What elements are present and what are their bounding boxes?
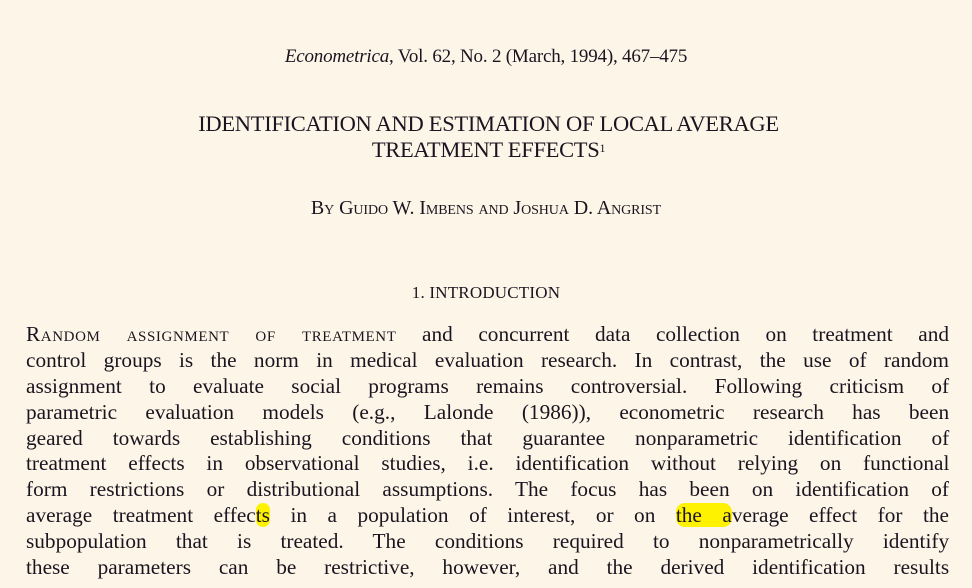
section-heading: 1. INTRODUCTION [411, 283, 561, 302]
text-line: subpopulation that is treated. The conditions required to nonparametrically identify [26, 529, 950, 554]
text-line: assignment to evaluate social programs remains controversial. Following criticism of [26, 373, 950, 398]
title-line-2: TREATMENT EFFECTS$^1$ [371, 137, 606, 162]
journal-name: Econometrica [284, 46, 390, 67]
text-line: Random assignment of treatment and concurrent data collection on treatment and [26, 322, 950, 346]
text-line: parametric evaluation models (e.g., Lalonde (1986)), econometric research has been [26, 399, 950, 424]
title-line-1: IDENTIFICATION AND ESTIMATION OF LOCAL AVERAGE [198, 111, 779, 136]
text-line-highlighted: average treatment effects in a population of interest, or on the average effect for the [26, 503, 949, 528]
text-line: form restrictions or distributional assumptions. The focus has been on identification of [26, 477, 949, 502]
text-line: treatment effects in observational studies, i.e. identification without relying on functional [26, 451, 950, 476]
text-highlight[interactable]: ts [255, 503, 270, 528]
footnote-marker[interactable]: 1 [599, 141, 606, 155]
citation-details: , Vol. 62, No. 2 (March, 1994), 467–475 [389, 46, 688, 67]
text-highlight[interactable]: the a [675, 503, 732, 528]
journal-citation [0, 46, 972, 68]
text-line: geared towards establishing conditions that guarantee nonparametric identification of [26, 425, 950, 450]
paper-title [0, 111, 972, 163]
body-paragraph [26, 322, 949, 581]
text-line: control groups is the norm in medical evaluation research. In contrast, the use of random [26, 347, 949, 372]
author-byline: By Guido W. Imbens and Joshua D. Angrist [310, 197, 662, 219]
smallcaps-lead: Random assignment of treatment [26, 322, 397, 346]
text-line: these parameters can be restrictive, however, and the derived identification results [26, 555, 950, 580]
